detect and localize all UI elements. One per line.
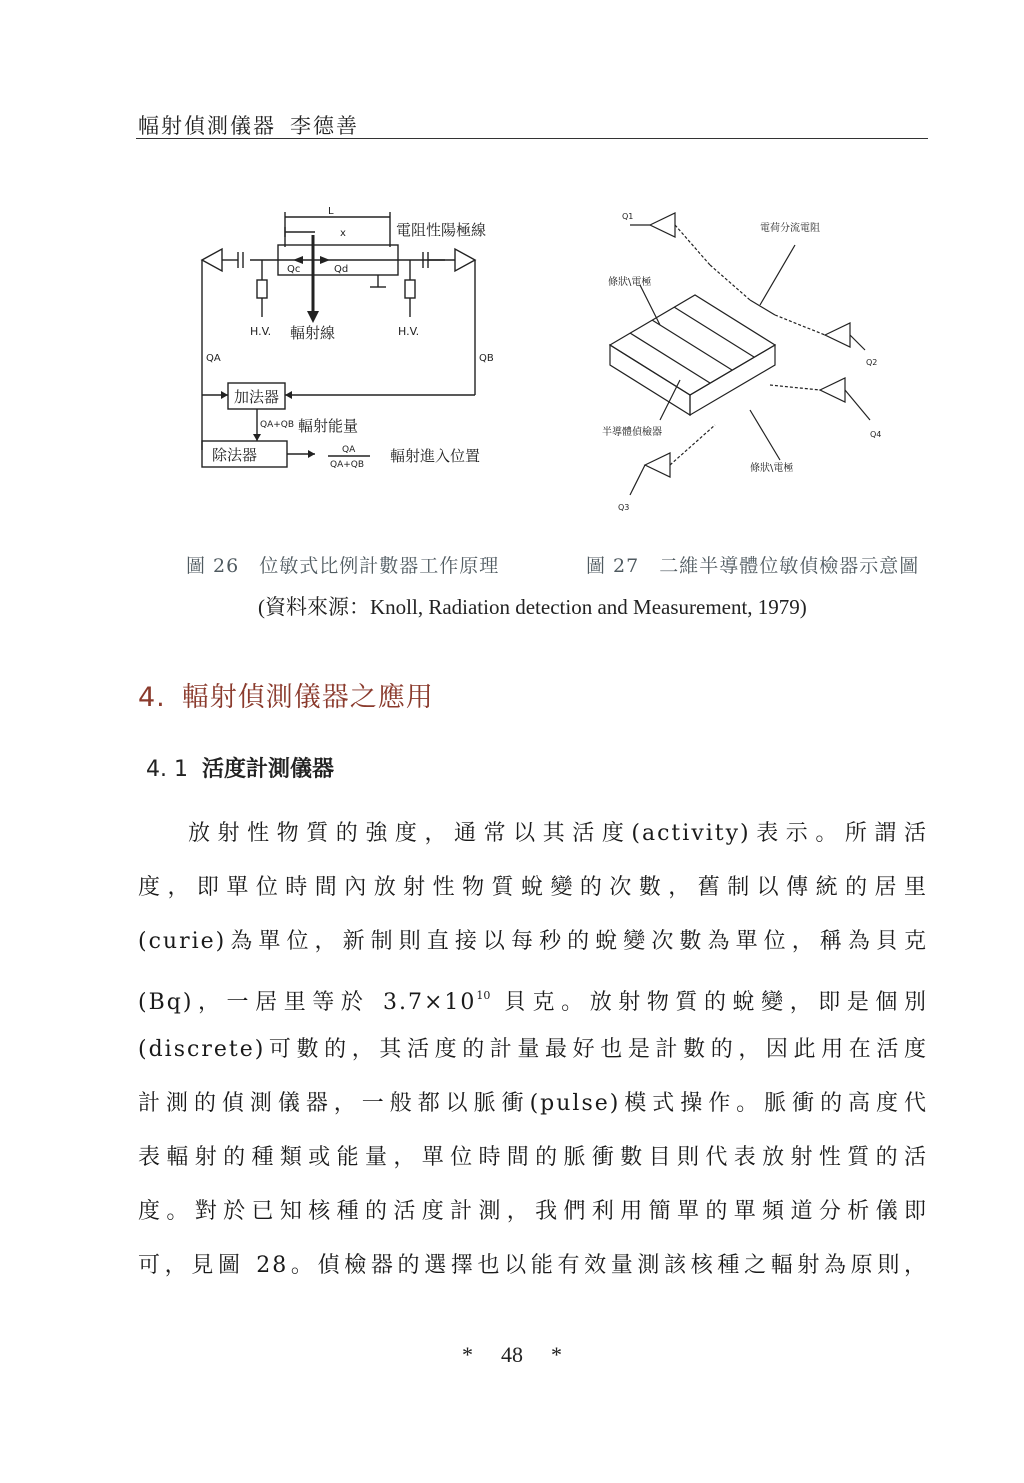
header-author: 李德善 (290, 114, 359, 138)
paragraph-line-3: (curie)為單位，新制則直接以每秒的蛻變次數為單位，稱為貝克 (138, 929, 928, 954)
label-charge-divider: 電荷分流電阻 (760, 223, 820, 234)
header-rule (136, 138, 928, 139)
caption-fig27: 圖 27 二維半導體位敏偵檢器示意圖 (586, 555, 920, 577)
section-heading (138, 675, 434, 714)
header-title: 幅射偵測儀器 (138, 114, 276, 138)
label-resistive-anode: 電阻性陽極線 (396, 221, 487, 239)
label-q4: Q4 (870, 430, 882, 439)
exponent: 10 (476, 989, 491, 1002)
paragraph-line-5: (discrete)可數的，其活度的計量最好也是計數的，因此用在活度 (138, 1037, 928, 1062)
subsection-heading (146, 752, 334, 783)
divider-box-label: 除法器 (212, 446, 258, 464)
fraction-denominator: QA+QB (330, 460, 365, 470)
figure-source: (資料來源：Knoll, Radiation detection and Measurement, 1979) (258, 595, 807, 619)
label-hv-right: H.V. (398, 325, 420, 338)
section-title: 輻射偵測儀器之應用 (181, 682, 434, 713)
label-qd: Qd (334, 264, 349, 275)
paragraph-line-9: 可，見圖 28。偵檢器的選擇也以能有效量測該核種之輻射為原則， (138, 1253, 928, 1278)
label-x: x (340, 228, 346, 239)
line-4-end: 貝克。放射物質的蛻變，即是個別 (490, 990, 928, 1015)
label-sum: QA+QB (260, 420, 295, 430)
label-q3: Q3 (618, 503, 630, 512)
subsection-number: 4. 1 (146, 757, 188, 782)
label-L: L (328, 206, 334, 217)
paragraph-line-1: 放射性物質的強度，通常以其活度(activity)表示。所謂活 (188, 821, 928, 846)
subsection-title: 活度計測儀器 (201, 757, 334, 782)
figure-26-diagram (190, 205, 520, 485)
label-qc: Qc (287, 264, 301, 275)
line-4-start: (Bq)，一居里等於 3.7×10 (138, 990, 477, 1015)
paragraph-line-4 (138, 977, 928, 1031)
label-strip-bottom: 條狀\電極 (750, 463, 794, 474)
running-header (138, 110, 926, 140)
label-hv-left: H.V. (250, 325, 272, 338)
label-energy: 輻射能量 (298, 417, 359, 435)
label-detector: 半導體偵檢器 (602, 427, 662, 438)
label-position: 輻射進入位置 (390, 447, 481, 465)
figure-27-diagram (600, 205, 890, 515)
figure-captions (186, 551, 966, 578)
label-q2: Q2 (866, 358, 878, 367)
label-qa: QA (206, 353, 221, 364)
paragraph-line-6: 計測的偵測儀器，一般都以脈衝(pulse)模式操作。脈衝的高度代 (138, 1091, 928, 1116)
label-q1: Q1 (622, 212, 634, 221)
section-number: 4. (138, 682, 166, 713)
paragraph-line-2: 度，即單位時間內放射性物質蛻變的次數，舊制以傳統的居里 (138, 875, 928, 900)
fraction-numerator: QA (342, 445, 356, 455)
body-paragraph (138, 815, 928, 1301)
footer-mark-right: * (551, 1342, 562, 1367)
footer-mark-left: * (462, 1342, 473, 1367)
page-footer (0, 1342, 1024, 1368)
caption-fig26: 圖 26 位敏式比例計數器工作原理 (186, 555, 500, 577)
paragraph-line-7: 表輻射的種類或能量，單位時間的脈衝數目則代表放射性質的活 (138, 1145, 928, 1170)
page-number: 48 (501, 1342, 523, 1367)
paragraph-line-8: 度。對於已知核種的活度計測，我們利用簡單的單頻道分析儀即 (138, 1199, 928, 1224)
label-qb: QB (479, 353, 494, 364)
label-radiation: 輻射線 (290, 324, 336, 342)
label-strip-top: 條狀\電極 (608, 277, 652, 288)
adder-box-label: 加法器 (234, 388, 280, 406)
